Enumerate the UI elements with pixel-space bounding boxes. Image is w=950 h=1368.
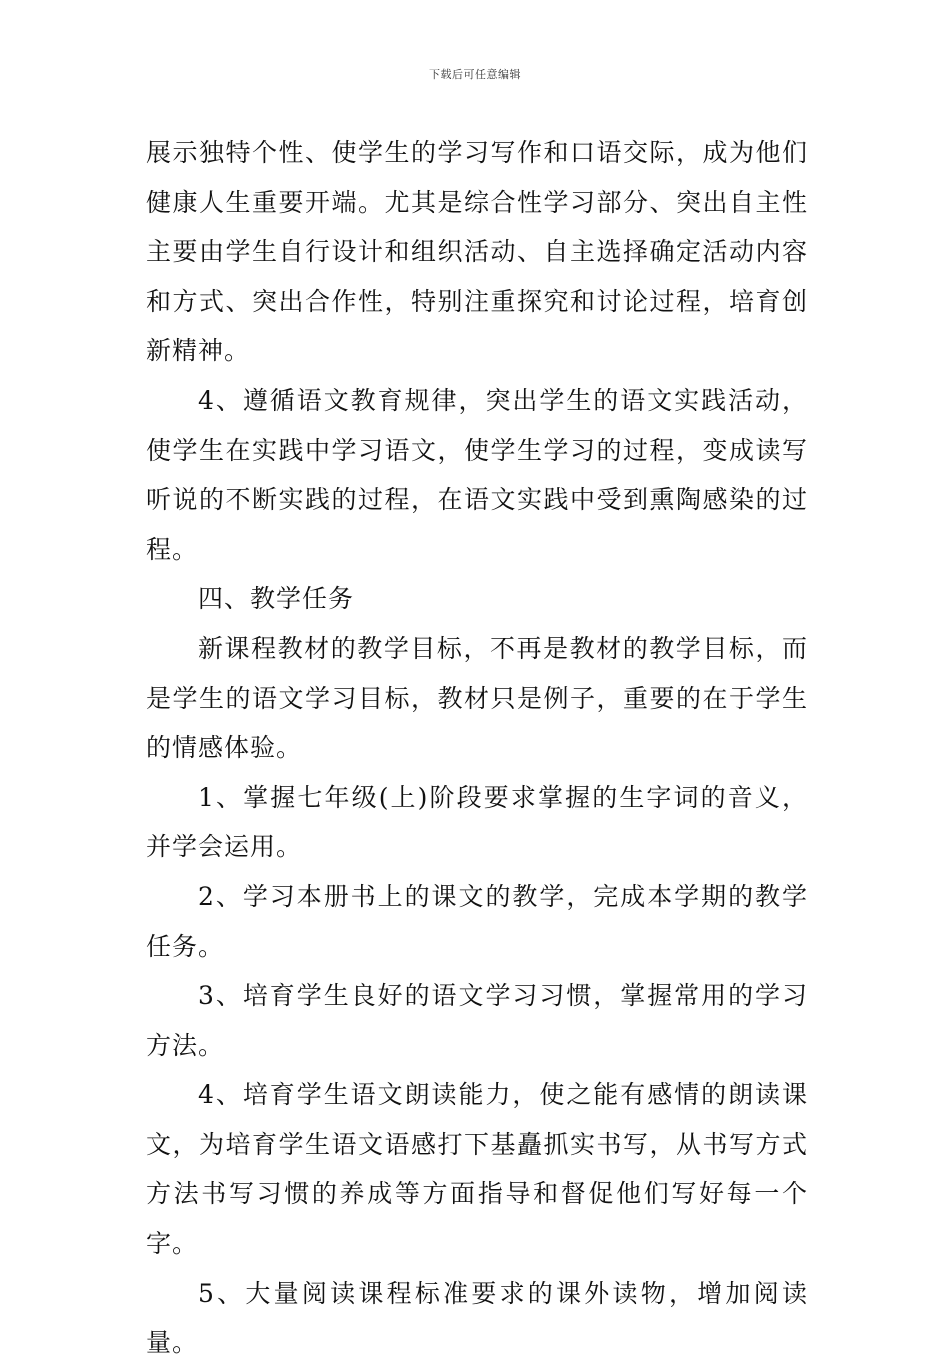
paragraph-item-4-practice: 4、遵循语文教育规律，突出学生的语文实践活动，使学生在实践中学习语文，使学生学习的过程，变成读写听说的不断实践的过程，在语文实践中受到熏陶感染的过程。 (146, 385, 808, 564)
task-item-4: 4、培育学生语文朗读能力，使之能有感情的朗读课文，为培育学生语文语感打下基矗抓实书写，从书写方式方法书写习惯的养成等方面指导和督促他们写好每一个字。 (146, 1080, 808, 1259)
task-item-1: 1、掌握七年级(上)阶段要求掌握的生字词的音义，并学会运用。 (146, 782, 808, 862)
document-body (146, 128, 808, 1368)
task-item-3: 3、培育学生良好的语文学习习惯，掌握常用的学习方法。 (146, 981, 808, 1060)
task-item-5: 5、大量阅读课程标准要求的课外读物，增加阅读量。 (146, 1278, 808, 1358)
paragraph-continuation: 展示独特个性、使学生的学习写作和口语交际，成为他们健康人生重要开端。尤其是综合性学习部分、突出自主性主要由学生自行设计和组织活动、自主选择确定活动内容和方式、突出合作性，特别注重探究和讨论过程，培育创新精神。 (146, 138, 808, 366)
page-header: 下载后可任意编辑 (429, 68, 521, 81)
task-item-2: 2、学习本册书上的课文的教学，完成本学期的教学任务。 (146, 881, 808, 961)
section-heading-teaching-tasks: 四、教学任务 (198, 584, 355, 614)
paragraph-teaching-goals: 新课程教材的教学目标，不再是教材的教学目标，而是学生的语文学习目标，教材只是例子，重要的在于学生的情感体验。 (146, 633, 808, 763)
